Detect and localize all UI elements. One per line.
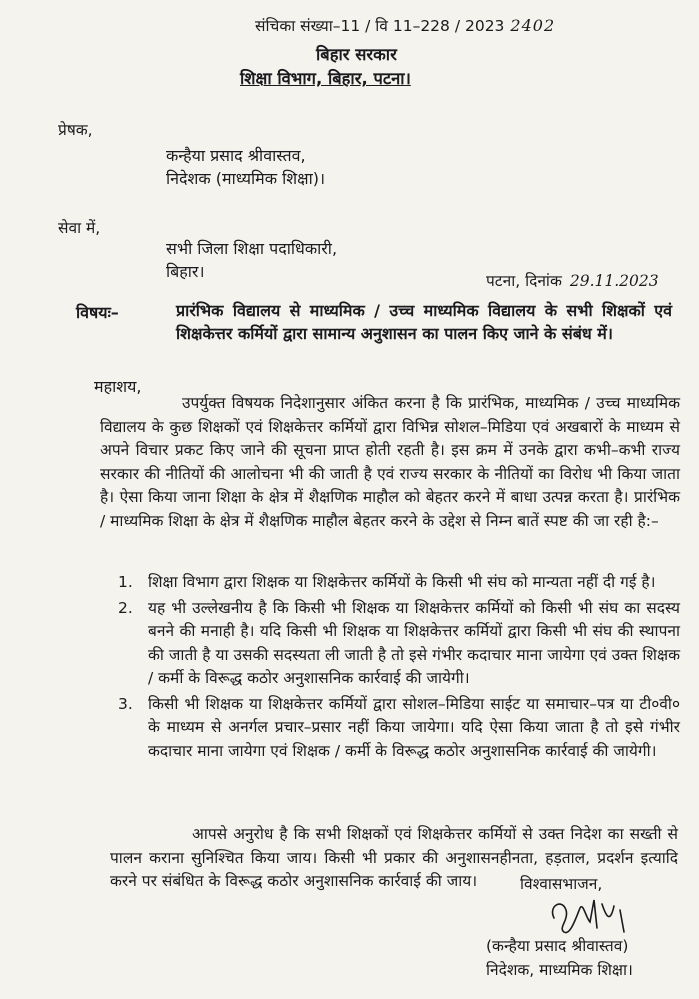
salutation: महाशय, (94, 377, 142, 396)
body-text: उपर्युक्त विषयक निदेशानुसार अंकित करना है कि प्रारंभिक, माध्यमिक / उच्च माध्यमिक विद्यालय के कुछ शिक्षकों एवं शिक्षकेत्तर कर्मियों द्वारा विभिन्न सोशल–मिडिया एवं अखबारों के माध्यम से अपने विचार प्रकट किए जाने की सूचना प्राप्त होती रहती है। इस क्रम में उनके द्वारा कभी–कभी राज्य सरकार की नीतियों की आलोचना भी की जाती है एवं राज्य सरकार के नीतियों का विरोध भी किया जाता है। ऐसा किया जाना शिक्षा के क्षेत्र में शैक्षणिक माहौल को बेहतर करने में बाधा उत्पन्न करता है। प्रारंभिक / माध्यमिक शिक्षा के क्षेत्र में शैक्षणिक माहौल बेहतर करने के उद्देश से निम्न बातें स्पष्ट की जा रही है:– (100, 394, 680, 530)
points-list (108, 571, 680, 765)
department-title: शिक्षा विभाग, बिहार, पटना। (240, 69, 411, 88)
date-prefix: पटना, दिनांक (486, 272, 562, 290)
list-item (108, 597, 680, 691)
point-number: 2. (118, 598, 133, 617)
yours-faithfully: विश्वासभाजन, (520, 875, 603, 893)
signature-icon (540, 888, 660, 938)
body-paragraph (100, 392, 680, 533)
point-number: 3. (118, 694, 133, 713)
file-number (255, 14, 555, 36)
point-text: शिक्षा विभाग द्वारा शिक्षक या शिक्षकेत्तर कर्मियों के किसी भी संघ को मान्यता नहीं दी गई है। (148, 573, 656, 591)
file-number-text: संचिका संख्या–11 / वि 11–228 / 2023 (255, 17, 505, 35)
list-item (108, 571, 680, 595)
government-title: बिहार सरकार (316, 45, 397, 64)
subject-text: प्रारंभिक विद्यालय से माध्यमिक / उच्च माध्यमिक विद्यालय के सभी शिक्षकों एवं शिक्षकेत्तर कर्मियों द्वारा सामान्य अनुशासन का पालन किए जाने के संबंध में। (176, 301, 672, 343)
date-line (486, 269, 659, 291)
list-item (108, 693, 680, 764)
sender-label: प्रेषक, (58, 121, 93, 139)
subject-label: विषयः– (76, 303, 119, 322)
recipient-name: सभी जिला शिक्षा पदाधिकारी, (166, 239, 338, 258)
sender-name: कन्हैया प्रसाद श्रीवास्तव, (166, 146, 306, 165)
sender-designation: निदेशक (माध्यमिक शिक्षा)। (166, 169, 326, 188)
signatory-designation: निदेशक, माध्यमिक शिक्षा। (486, 961, 633, 979)
file-number-handwritten: 2402 (510, 16, 556, 35)
recipient-label: सेवा में, (58, 219, 101, 237)
date-value: 29.11.2023 (569, 272, 659, 290)
closing-text: आपसे अनुरोध है कि सभी शिक्षकों एवं शिक्षकेत्तर कर्मियों से उक्त निदेश का सख्ती से पालन कराना सुनिश्चित किया जाय। किसी भी प्रकार की अनुशासनहीनता, हड़ताल, प्रदर्शन इत्यादि करने पर संबंधित के विरूद्ध कठोर अनुशासनिक कार्रवाई की जाय। (110, 825, 678, 890)
recipient-place: बिहार। (166, 262, 205, 281)
point-text: किसी भी शिक्षक या शिक्षकेत्तर कर्मियों द्वारा सोशल–मिडिया साईट या समाचार–पत्र या टी०वी० के माध्यम से अनर्गल प्रचार–प्रसार नहीं किया जायेगा। यदि ऐसा किया जाता है तो इसे गंभीर कदाचार माना जायेगा एवं शिक्षक / कर्मी के विरूद्ध कठोर अनुशासनिक कार्रवाई की जायेगी। (148, 694, 680, 760)
signatory-name: (कन्हैया प्रसाद श्रीवास्तव) (486, 937, 629, 955)
point-number: 1. (118, 573, 133, 591)
point-text: यह भी उल्लेखनीय है कि किसी भी शिक्षक या शिक्षकेत्तर कर्मियों को किसी भी संघ का सदस्य बनने की मनाही है। यदि किसी भी शिक्षक या शिक्षकेत्तर कर्मियों द्वारा किसी भी संघ की स्थापना की जाती है या उसकी सदस्यता ली जाती है तो इसे गंभीर कदाचार माना जायेगा एवं उक्त शिक्षक / कर्मी के विरूद्ध कठोर अनुशासनिक कार्रवाई की जायेगी। (148, 598, 680, 687)
